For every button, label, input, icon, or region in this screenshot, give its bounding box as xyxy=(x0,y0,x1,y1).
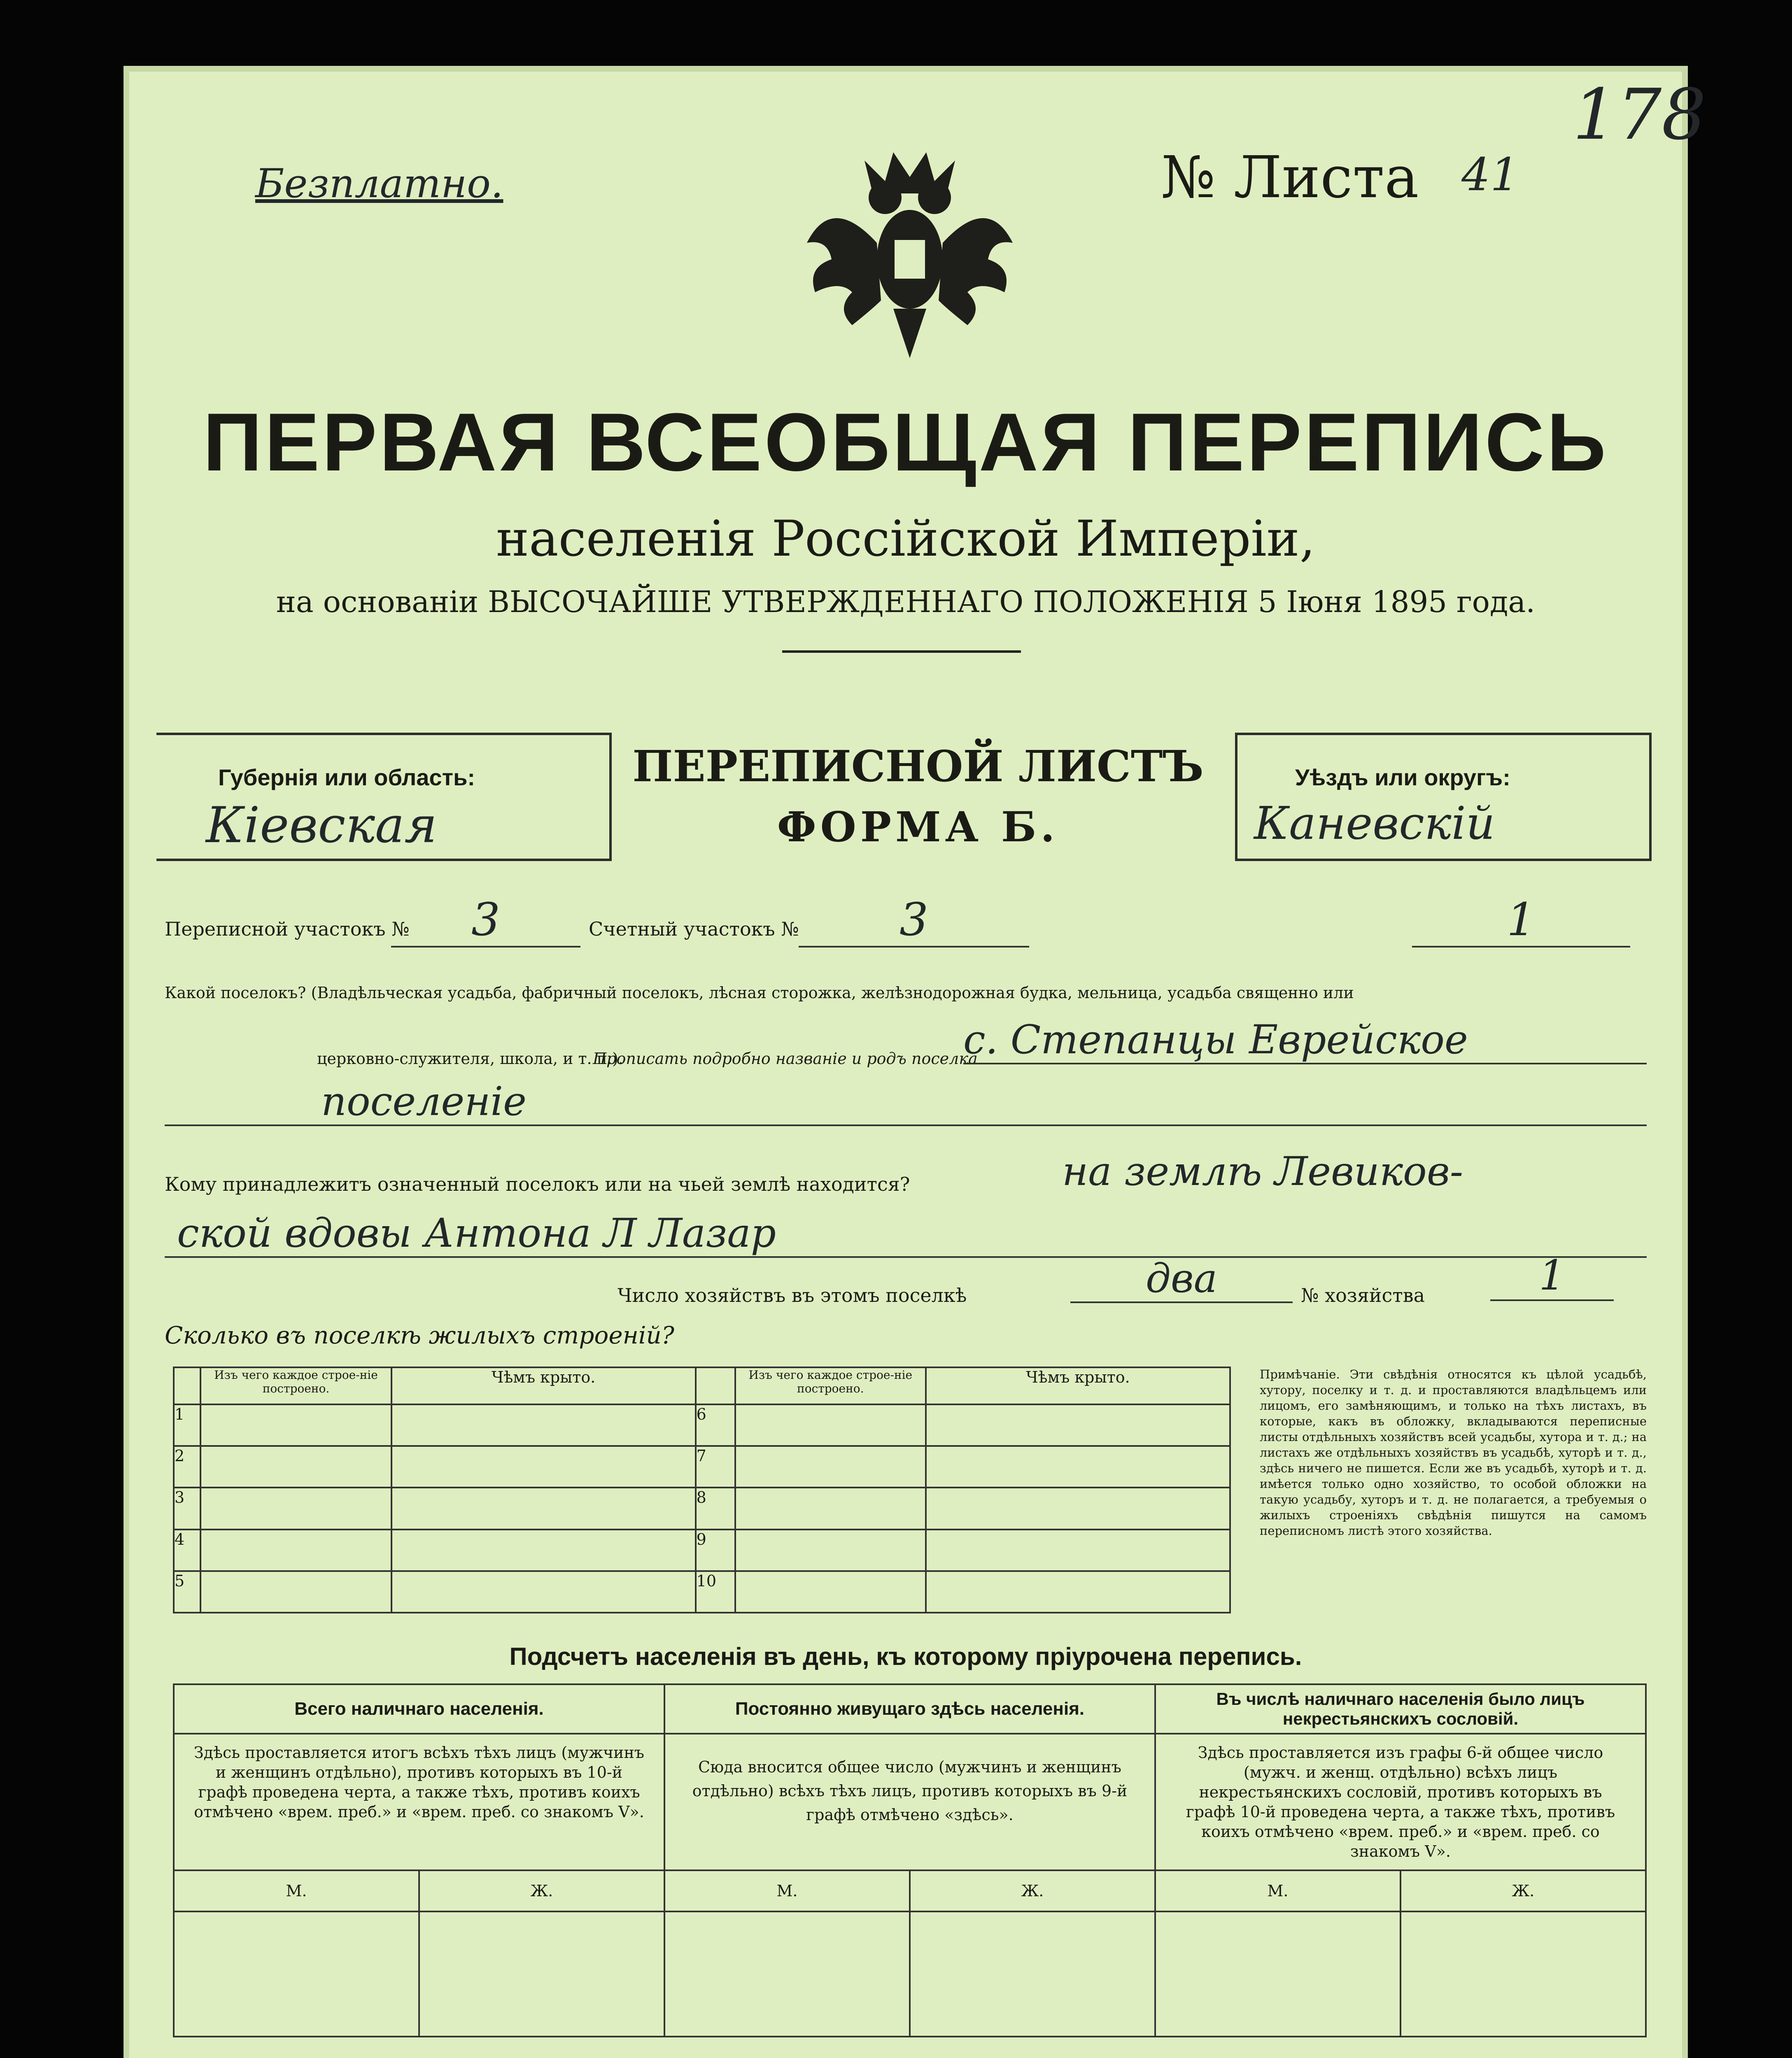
archive-number: 178 xyxy=(1573,74,1706,156)
census-district-value: 3 xyxy=(391,893,580,948)
row-number: 3 xyxy=(174,1488,200,1529)
buildings-label: Сколько въ поселкѣ жилыхъ строеній? xyxy=(165,1321,674,1349)
tally-m-label: М. xyxy=(664,1870,910,1911)
form-subtitle: ФОРМА Б. xyxy=(777,803,1059,851)
police-district-value: 1 xyxy=(1412,893,1630,948)
row-number: 9 xyxy=(696,1530,735,1571)
province-value: Кіевская xyxy=(206,797,437,854)
tally-zh-label: Ж. xyxy=(910,1870,1155,1911)
divider xyxy=(782,650,1021,653)
row-number: 2 xyxy=(174,1446,200,1488)
tally-permanent-head: Постоянно живущаго здѣсь населенія. xyxy=(664,1684,1155,1734)
county-box xyxy=(1235,733,1652,861)
owner-value-1: на землѣ Левиков- xyxy=(1062,1148,1463,1194)
settlement-hint: Прописать подробно названіе и родъ поселка xyxy=(593,1050,978,1068)
sheet-number-value: 41 xyxy=(1461,148,1519,201)
row-number: 7 xyxy=(696,1446,735,1488)
buildings-col-material: Изъ чего каждое строе-ніе построено. xyxy=(200,1367,391,1404)
row-number: 10 xyxy=(696,1571,735,1613)
buildings-note: Примѣчаніе. Эти свѣдѣнія относятся къ цѣлой усадьбѣ, хутору, поселку и т. д. и проставляются владѣльцемъ или лицомъ, его замѣняющимъ, и только на тѣхъ листахъ, въ которые, какъ въ обложку, вкладываются переписные листы отдѣльныхъ хозяйствъ всей усадьбы, хутора и т. д.; на листахъ же отдѣльныхъ хозяйствъ въ усадьбѣ, хуторѣ и т. д., здѣсь ничего не пишется. Если же въ усадьбѣ, хуторѣ и т. д. имѣется только одно хозяйство, то особой обложки на такую усадьбу, хуторъ и т. д. не полагается, а требуемыя о жилыхъ строеніяхъ свѣдѣнія пишутся на самомъ переписномъ листѣ этого хозяйства. xyxy=(1260,1367,1647,1538)
form-title: ПЕРЕПИСНОЙ ЛИСТЪ xyxy=(632,741,1204,792)
tally-table xyxy=(173,1683,1647,2037)
tally-zh-label: Ж. xyxy=(419,1870,664,1911)
census-sheet xyxy=(124,66,1706,2058)
counting-district-value: 3 xyxy=(799,893,1029,948)
owner-question: Кому принадлежитъ означенный поселокъ или на чьей землѣ находится? xyxy=(165,1173,910,1195)
row-number: 6 xyxy=(696,1404,735,1446)
buildings-col-roof-2: Чѣмъ крыто. xyxy=(926,1367,1230,1404)
tally-permanent-text: Сюда вносится общее число (мужчинъ и женщинъ отдѣльно) всѣхъ тѣхъ лицъ, противъ которыхъ въ 9-й графѣ отмѣчено «здѣсь». xyxy=(664,1734,1155,1870)
tally-title: Подсчетъ населенія въ день, къ которому пріурочена перепись. xyxy=(509,1643,1302,1670)
county-label: Уѣздъ или округъ: xyxy=(1295,764,1510,790)
title-sub: населенія Россійской Имперіи, xyxy=(496,510,1315,568)
owner-value-2: ской вдовы Антона Л Лазар xyxy=(165,1210,1647,1258)
province-label: Губернія или область: xyxy=(218,764,475,790)
buildings-col-material-2: Изъ чего каждое строе-ніе построено. xyxy=(735,1367,926,1404)
county-value: Каневскій xyxy=(1254,797,1495,850)
title-main: ПЕРВАЯ ВСЕОБЩАЯ ПЕРЕПИСЬ xyxy=(203,396,1608,488)
settlement-question-2: церковно-служителя, школа, и т. п.). xyxy=(317,1050,623,1068)
settlement-question: Какой поселокъ? (Владѣльческая усадьба, фабричный поселокъ, лѣсная сторожка, желѣзнодорожная будка, мельница, усадьба священно или xyxy=(165,984,1354,1002)
buildings-col-roof: Чѣмъ крыто. xyxy=(391,1367,696,1404)
row-number: 5 xyxy=(174,1571,200,1613)
tally-total-text: Здѣсь проставляется итогъ всѣхъ тѣхъ лицъ (мужчинъ и женщинъ отдѣльно), противъ которыхъ въ 10-й графѣ проведена черта, а также тѣхъ, противъ коихъ отмѣчено «врем. преб.» и «врем. преб. со знакомъ V». xyxy=(174,1734,664,1870)
settlement-value-2: поселеніе xyxy=(165,1078,1647,1126)
household-number-label: № хозяйства xyxy=(1301,1284,1425,1306)
counting-district-label: Счетный участокъ № xyxy=(589,918,799,940)
title-basis: на основаніи ВЫСОЧАЙШЕ УТВЕРЖДЕННАГО ПОЛОЖЕНІЯ 5 Іюня 1895 года. xyxy=(276,584,1536,619)
sheet-number-label: № Листа xyxy=(1161,144,1419,211)
buildings-table xyxy=(173,1367,1231,1613)
census-district-label: Переписной участокъ № xyxy=(165,918,410,940)
eagle-emblem-icon xyxy=(782,136,1037,366)
households-label: Число хозяйствъ въ этомъ поселкѣ xyxy=(618,1284,967,1306)
province-box xyxy=(156,733,612,861)
tally-zh-label: Ж. xyxy=(1401,1870,1646,1911)
free-label: Безплатно. xyxy=(255,161,503,207)
households-value: два xyxy=(1070,1255,1293,1303)
tally-m-label: М. xyxy=(1155,1870,1401,1911)
tally-nonpeasant-head: Въ числѣ наличнаго населенія было лицъ некрестьянскихъ сословій. xyxy=(1155,1684,1646,1734)
tally-m-label: М. xyxy=(174,1870,419,1911)
household-number-value: 1 xyxy=(1490,1251,1614,1301)
row-number: 1 xyxy=(174,1404,200,1446)
tally-total-head: Всего наличнаго населенія. xyxy=(174,1684,664,1734)
settlement-value-1: с. Степанцы Еврейское xyxy=(963,1017,1647,1064)
row-number: 4 xyxy=(174,1530,200,1571)
row-number: 8 xyxy=(696,1488,735,1529)
tally-nonpeasant-text: Здѣсь проставляется изъ графы 6-й общее число (мужч. и женщ. отдѣльно) всѣхъ лицъ некрестьянскихъ сословій, противъ которыхъ въ графѣ 10-й проведена черта, а также тѣхъ, противъ коихъ отмѣчено «врем. преб.» и «врем. преб. со знакомъ V». xyxy=(1155,1734,1646,1870)
